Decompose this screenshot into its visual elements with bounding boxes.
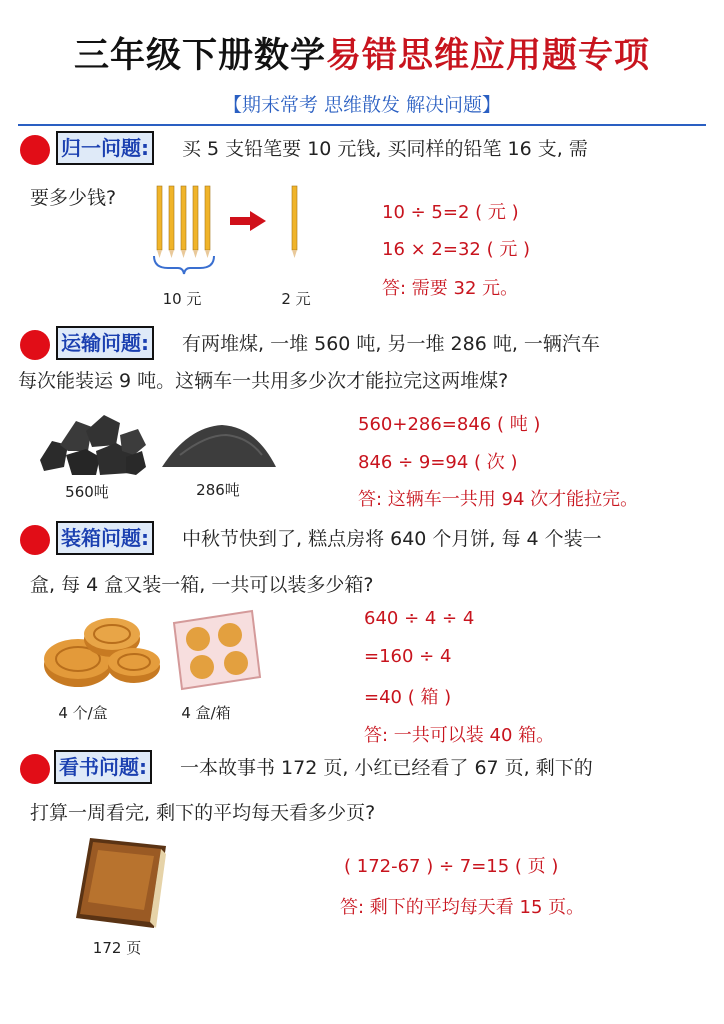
coal-illustration xyxy=(30,405,280,480)
coal-pile-icon xyxy=(162,425,276,467)
answer-1-step1: 10 ÷ 5=2 ( 元 ) xyxy=(382,202,519,223)
page-title xyxy=(0,28,724,78)
answer-4-step1: ( 172-67 ) ÷ 7=15 ( 页 ) xyxy=(344,856,559,877)
problem-text-1-line2: 要多少钱? xyxy=(30,187,117,209)
answer-1-final: 答: 需要 32 元。 xyxy=(382,278,519,299)
bullet-dot-1 xyxy=(20,135,50,165)
caption-4-box-per-case: 4 盒/箱 xyxy=(181,704,231,722)
bullet-dot-4 xyxy=(20,754,50,784)
answer-4-final: 答: 剩下的平均每天看 15 页。 xyxy=(340,897,585,918)
answer-2-step1: 560+286=846 ( 吨 ) xyxy=(358,414,541,435)
problem-text-2-line1: 有两堆煤, 一堆 560 吨, 另一堆 286 吨, 一辆汽车 xyxy=(182,333,600,355)
caption-2-yuan: 2 元 xyxy=(281,290,311,308)
problem-text-4-line1: 一本故事书 172 页, 小红已经看了 67 页, 剩下的 xyxy=(180,757,593,779)
mooncake-illustration xyxy=(38,605,268,700)
problem-text-1-line1: 买 5 支铅笔要 10 元钱, 买同样的铅笔 16 支, 需 xyxy=(182,138,588,160)
title-divider xyxy=(18,124,706,126)
problem-tag-3: 装箱问题: xyxy=(56,521,154,555)
answer-3-step1: 640 ÷ 4 ÷ 4 xyxy=(364,608,475,629)
caption-10-yuan: 10 元 xyxy=(162,290,202,308)
title-black-part: 三年级下册数学 xyxy=(73,36,326,76)
bullet-dot-2 xyxy=(20,330,50,360)
arrow-right-icon xyxy=(230,211,266,231)
problem-text-3-line2: 盒, 每 4 盒又装一箱, 一共可以装多少箱? xyxy=(30,574,374,596)
caption-560-dun: 560吨 xyxy=(65,483,109,501)
coal-lumps-icon xyxy=(40,415,146,475)
page-subtitle: 【期末常考 思维散发 解决问题】 xyxy=(222,94,502,116)
caption-286-dun: 286吨 xyxy=(196,481,240,499)
pencil-bundle-icon xyxy=(154,186,214,274)
book-illustration xyxy=(66,832,172,932)
problem-tag-2: 运输问题: xyxy=(56,326,154,360)
problem-tag-4: 看书问题: xyxy=(54,750,152,784)
answer-1-step2: 16 × 2=32 ( 元 ) xyxy=(382,239,531,260)
mooncake-box-icon xyxy=(174,611,260,689)
answer-2-step2: 846 ÷ 9=94 ( 次 ) xyxy=(358,452,518,473)
problem-text-3-line1: 中秋节快到了, 糕点房将 640 个月饼, 每 4 个装一 xyxy=(182,528,602,550)
problem-tag-1: 归一问题: xyxy=(56,131,154,165)
bullet-dot-3 xyxy=(20,525,50,555)
caption-172-pages: 172 页 xyxy=(92,939,142,957)
pencils-illustration xyxy=(148,180,318,275)
problem-text-4-line2: 打算一周看完, 剩下的平均每天看多少页? xyxy=(30,802,376,824)
title-red-part: 易错思维应用题专项 xyxy=(326,36,651,76)
mooncake-stack-icon xyxy=(44,618,160,687)
answer-3-step3: =40 ( 箱 ) xyxy=(364,687,452,708)
answer-3-step2: =160 ÷ 4 xyxy=(364,646,452,667)
answer-2-final: 答: 这辆车一共用 94 次才能拉完。 xyxy=(358,489,639,510)
problem-text-2-line2: 每次能装运 9 吨。这辆车一共用多少次才能拉完这两堆煤? xyxy=(18,370,509,392)
answer-3-final: 答: 一共可以装 40 箱。 xyxy=(364,725,555,746)
book-icon xyxy=(76,838,166,928)
caption-4-per-box: 4 个/盒 xyxy=(58,704,108,722)
single-pencil-icon xyxy=(292,186,297,258)
